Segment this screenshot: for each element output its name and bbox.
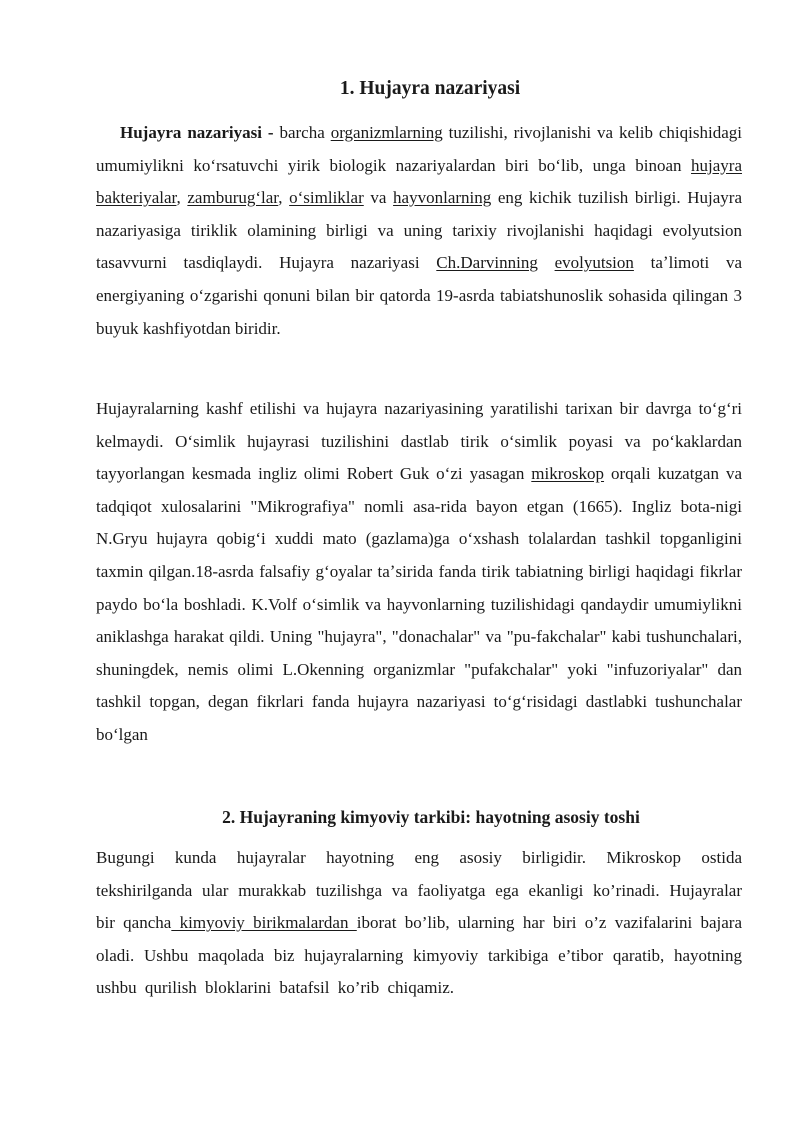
term-dash: -: [261, 123, 280, 142]
link-evolyutsion[interactable]: evolyutsion: [554, 253, 634, 273]
paragraph-text: barcha: [279, 123, 331, 142]
paragraph-text: iborat bo’lib, ularning har biri o’z vazifalarini bajara oladi. Ushbu maqolada biz hujayralarning kimyoviy tarkibiga e’tibor qaratib, hayotning ushbu qurilish bloklarini batafsil ko’rib chiqamiz.: [96, 913, 742, 998]
link-zamburuglar[interactable]: zamburugʻlar: [187, 188, 279, 208]
link-hayvonlarning[interactable]: hayvonlarning: [393, 188, 492, 208]
term-cell-theory: Hujayra nazariyasi: [120, 123, 262, 142]
paragraph-text: ,: [278, 188, 290, 208]
paragraph-text: ,: [176, 188, 188, 208]
paragraph-text: orqali kuzatgan va tadqiqot xulosalarini "Mikrografiya" nomli asa-rida bayon etgan (1665). Ingliz bota-nigi N.Gryu hujayra qobigʻi xuddi mato (gazlama)ga oʻxshash tolalardan tashkil topganligini taxmin qilgan.18-asrda falsafiy gʻoyalar taʼsirida fanda tirik tabiatning birligi haqidagi fikrlar paydo boʻla boshladi. K.Volf oʻsimlik va hayvonlarning tuzilishidagi qandaydir umumiylikni aniklashga harakat qildi. Uning "hujayra", "donachalar" va "pu-fakchalar" kabi tushunchalari, shuningdek, nemis olimi L.Okenning organizmlar "pufakchalar" yoki "infuzoriyalar" dan tashkil topgan, degan fikrlari fanda hujayra nazariyasi toʻgʻrisidagi dastlabki tushunchalar boʻlgan: [96, 464, 742, 744]
paragraph-text: eng kichik tuzilish birligi. Hujayra nazariyasiga tiriklik olamining birligi va uning tarixiy rivojlanishi haqidagi evolyutsion tasavvurni tasdiqlaydi. Hujayra nazariyasi: [96, 188, 743, 273]
paragraph-text: Hujayralarning kashf etilishi va hujayra nazariyasining yaratilishi tarixan bir davrga toʻgʻri kelmaydi. Oʻsimlik hujayrasi tuzilishini dastlab tirik oʻsimlik poyasi va poʻkaklardan tayyorlangan kesmada ingliz olimi Robert Guk oʻzi yasagan: [96, 399, 742, 484]
paragraph-text: va: [363, 188, 394, 208]
section-heading-2: 2. Hujayraning kimyoviy tarkibi: hayotning asosiy toshi: [222, 807, 640, 827]
paragraph-text: [538, 253, 555, 272]
paragraph-text: tuzilishi, rivojlanishi va kelib chiqishidagi umumiylikni koʻrsatuvchi yirik biologik nazariyalardan biri boʻlib, unga binoan: [96, 123, 742, 175]
paragraph-text: taʼlimoti va energiyaning oʻzgarishi qonuni bilan bir qatorda 19-asrda tabiatshunoslik sohasida qilingan 3 buyuk kashfiyotdan biridir.: [96, 253, 742, 338]
link-hujayra[interactable]: hujayra: [691, 155, 742, 175]
link-kimyoviy-birikmalardan[interactable]: kimyoviy birikmalardan: [171, 913, 357, 933]
paragraph-history: [96, 393, 742, 752]
paragraph-text: Bugungi kunda hujayralar hayotning eng asosiy birligidir. Mikroskop ostida tekshirilganda ular murakkab tuzilishga va faoliyatga ega ekanligi ko’rinadi. Hujayralar bir qancha: [96, 848, 742, 933]
paragraph-chemical-composition: [96, 842, 742, 1005]
section-heading-1: 1. Hujayra nazariyasi: [339, 78, 521, 99]
paragraph-cell-theory: [96, 117, 742, 345]
link-darvinning[interactable]: Ch.Darvinning: [436, 253, 538, 273]
link-organizmlarning[interactable]: organizmlarning: [330, 123, 443, 142]
link-mikroskop[interactable]: mikroskop: [531, 464, 605, 484]
link-bakteriyalar[interactable]: bakteriyalar: [96, 188, 177, 208]
link-osimliklar[interactable]: oʻsimliklar: [289, 188, 364, 208]
